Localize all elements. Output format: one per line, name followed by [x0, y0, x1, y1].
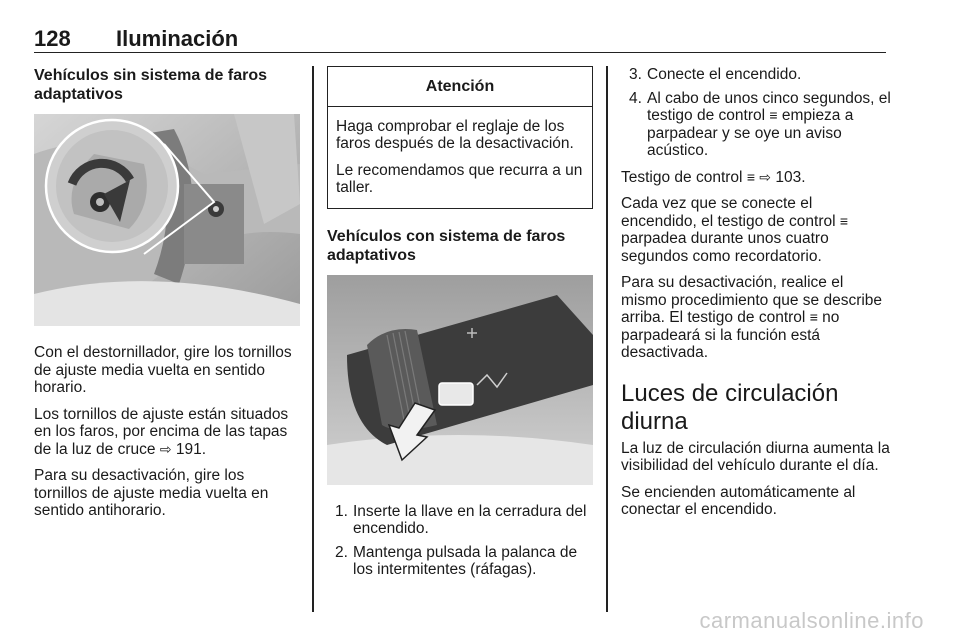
headlight-indicator-icon: ≡: [746, 168, 755, 185]
watermark: carmanualsonline.info: [699, 608, 924, 633]
paragraph: Testigo de control ≡ ⇨ 103.: [621, 168, 806, 186]
page-title: Iluminación: [116, 26, 239, 51]
paragraph: Los tornillos de ajuste están situados en los faros, por encima de las tapas de la luz de cruce ⇨ 191.: [34, 405, 289, 458]
list-item: 2. Mantenga pulsada la palanca de los intermitentes (ráfagas).: [335, 543, 578, 578]
section-heading: Vehículos con sistema de faros adaptativos: [327, 227, 566, 264]
turn-signal-lever-illustration: [327, 275, 593, 485]
column-middle: [327, 66, 593, 588]
notice-box: [327, 66, 593, 209]
arrow-reference-icon: ⇨: [759, 168, 772, 185]
list-item: 3. Conecte el encendido.: [629, 66, 802, 83]
paragraph: Con el destornillador, gire los tornillos de ajuste media vuelta en sentido horario.: [34, 344, 292, 396]
paragraph: Para su desactivación, realice el mismo procedimiento que se describe arriba. El testigo de control ≡ no parpadeará si la función está desactivada.: [621, 274, 883, 361]
page-number: 128: [34, 26, 71, 51]
section-heading: Luces de circulación diurna: [621, 379, 839, 435]
headlight-indicator-icon: ≡: [839, 212, 849, 229]
section-heading: Vehículos sin sistema de faros adaptativos: [34, 67, 267, 103]
notice-text: Le recomendamos que recurra a un taller.: [336, 161, 583, 196]
adjusting-screw-illustration: [34, 114, 300, 326]
steps-list: [621, 66, 891, 160]
headlight-indicator-icon: ≡: [769, 107, 778, 123]
headlight-indicator-icon: ≡: [809, 309, 818, 325]
notice-text: Haga comprobar el reglaje de los faros después de la desactivación.: [336, 117, 574, 152]
paragraph: Se encienden automáticamente al conectar el encendido.: [621, 483, 856, 518]
arrow-reference-icon: ⇨: [159, 440, 172, 457]
column-right: [621, 66, 891, 528]
paragraph: La luz de circulación diurna aumenta la visibilidad del vehículo durante el día.: [621, 439, 890, 474]
list-item: 4. Al cabo de unos cinco segundos, el testigo de control ≡ empieza a parpadear y se oye un aviso acústico.: [629, 89, 891, 159]
column-divider: [606, 66, 608, 612]
notice-title: Atención: [328, 67, 592, 107]
column-divider: [312, 66, 314, 612]
page-header: [34, 24, 886, 53]
paragraph: Para su desactivación, gire los tornillos de ajuste media vuelta en sentido antihorario.: [34, 467, 269, 519]
page-reference[interactable]: 103.: [775, 168, 806, 186]
list-item: 1. Inserte la llave en la cerradura del encendido.: [335, 502, 587, 537]
paragraph: Cada vez que se conecte el encendido, el testigo de control ≡ parpadea durante unos cuatro segundos como recordatorio.: [621, 195, 849, 265]
page-reference[interactable]: 191.: [175, 440, 207, 458]
steps-list: [327, 503, 593, 579]
column-left: [34, 66, 300, 529]
